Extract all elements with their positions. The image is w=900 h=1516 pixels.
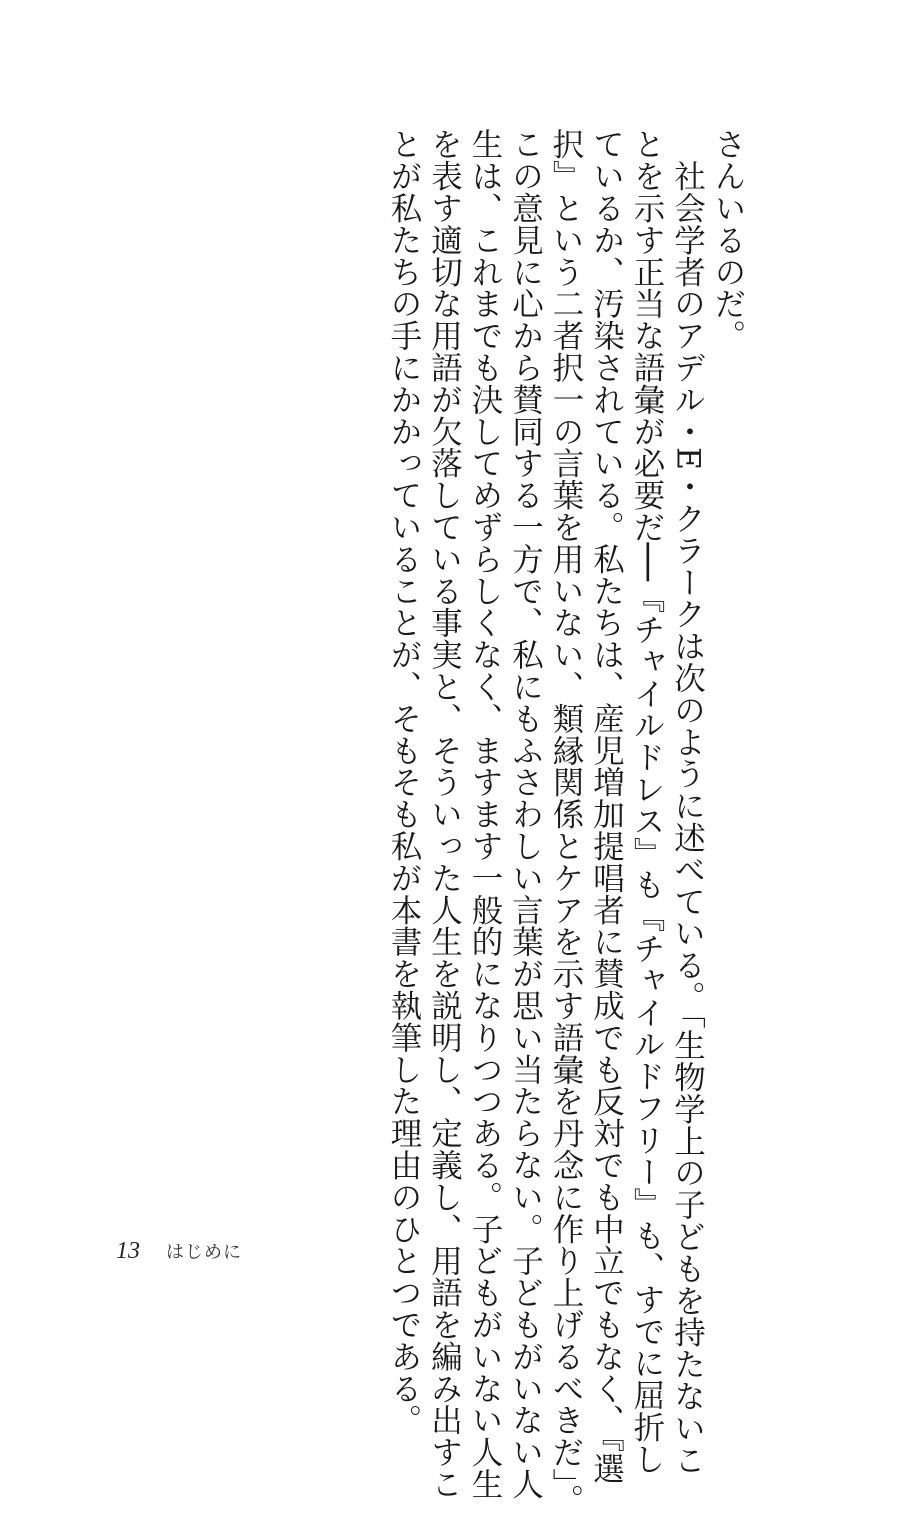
page-footer — [116, 1238, 242, 1265]
body-text — [384, 128, 749, 1516]
text-line: 生は、これまでも決してめずらしくなく、ますます一般的になりつつある。子どもがいない人生 — [467, 128, 503, 1500]
page-number: 13 — [116, 1238, 140, 1264]
running-head: はじめに — [166, 1242, 242, 1263]
text-line: とが私たちの手にかかっていることが、そもそも私が本書を執筆した理由のひとつである。 — [386, 128, 422, 1436]
text-line: この意見に心から賛同する一方で、私にもふさわしい言葉が思い当たらない。子どもがいない人 — [507, 128, 544, 1500]
text-line: とを示す正当な語彙が必要だ──『チャイルドレス』も『チャイルドフリー』も、すでに屈折し — [629, 128, 665, 1475]
text-line: 社会学者のアデル・E・クラークは次のように述べている。「生物学上の子どもを持たないこ — [669, 128, 706, 1476]
text-line: 択』という二者択一の言葉を用いない、類縁関係とケアを示す語彙を丹念に作り上げるべきだ」。 — [548, 128, 584, 1516]
text-line: さんいるのだ。 — [710, 128, 746, 352]
text-line: を表す適切な用語が欠落している事実と、そういった人生を説明し、定義し、用語を編み出すこ — [426, 128, 463, 1500]
text-line: ているか、汚染されている。私たちは、産児増加提唱者に賛成でも反対でも中立でもなく、『選 — [588, 128, 625, 1484]
